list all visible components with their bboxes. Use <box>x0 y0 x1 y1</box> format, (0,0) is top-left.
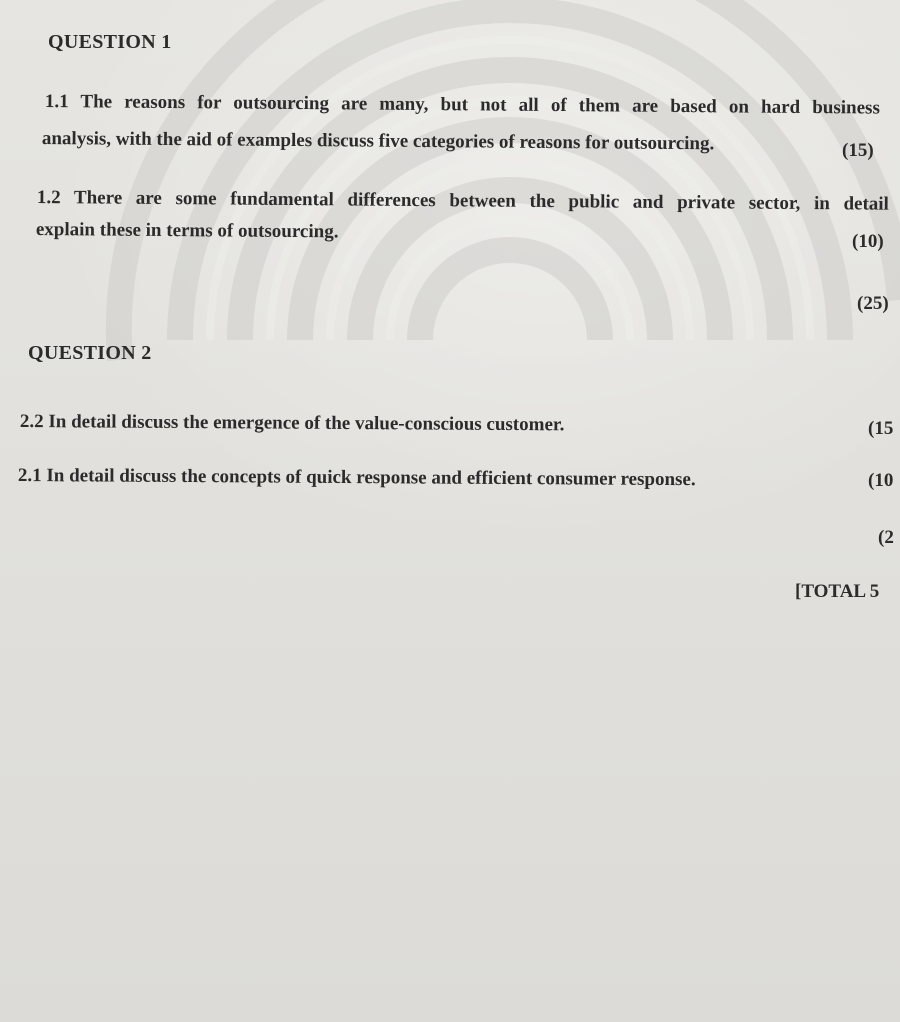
question-2-heading: QUESTION 2 <box>28 342 152 364</box>
question-1-2-line-1: 1.2 There are some fundamental differences between the public and private sector, in detail <box>36 186 889 215</box>
question-1-total-marks: (25) <box>857 293 889 314</box>
question-2-1-text: 2.1 In detail discuss the concepts of quick response and efficient consumer response. <box>17 464 696 491</box>
question-1-1-line-2: analysis, with the aid of examples discuss five categories of reasons for outsourcing. <box>41 127 715 155</box>
question-1-1-marks: (15) <box>842 140 874 161</box>
question-2-2-marks: (15 <box>868 418 894 439</box>
question-2-1-marks: (10 <box>868 470 894 491</box>
grand-total: [TOTAL 5 <box>795 581 880 602</box>
question-1-2-marks: (10) <box>852 231 884 252</box>
question-1-heading: QUESTION 1 <box>48 31 172 53</box>
question-1-2-line-2: explain these in terms of outsourcing. <box>35 218 339 243</box>
question-2-total-marks: (2 <box>878 527 894 548</box>
question-2-2-text: 2.2 In detail discuss the emergence of the value-conscious customer. <box>19 410 565 436</box>
question-1-1-line-1: 1.1 The reasons for outsourcing are many, but not all of them are based on hard business <box>44 90 880 119</box>
